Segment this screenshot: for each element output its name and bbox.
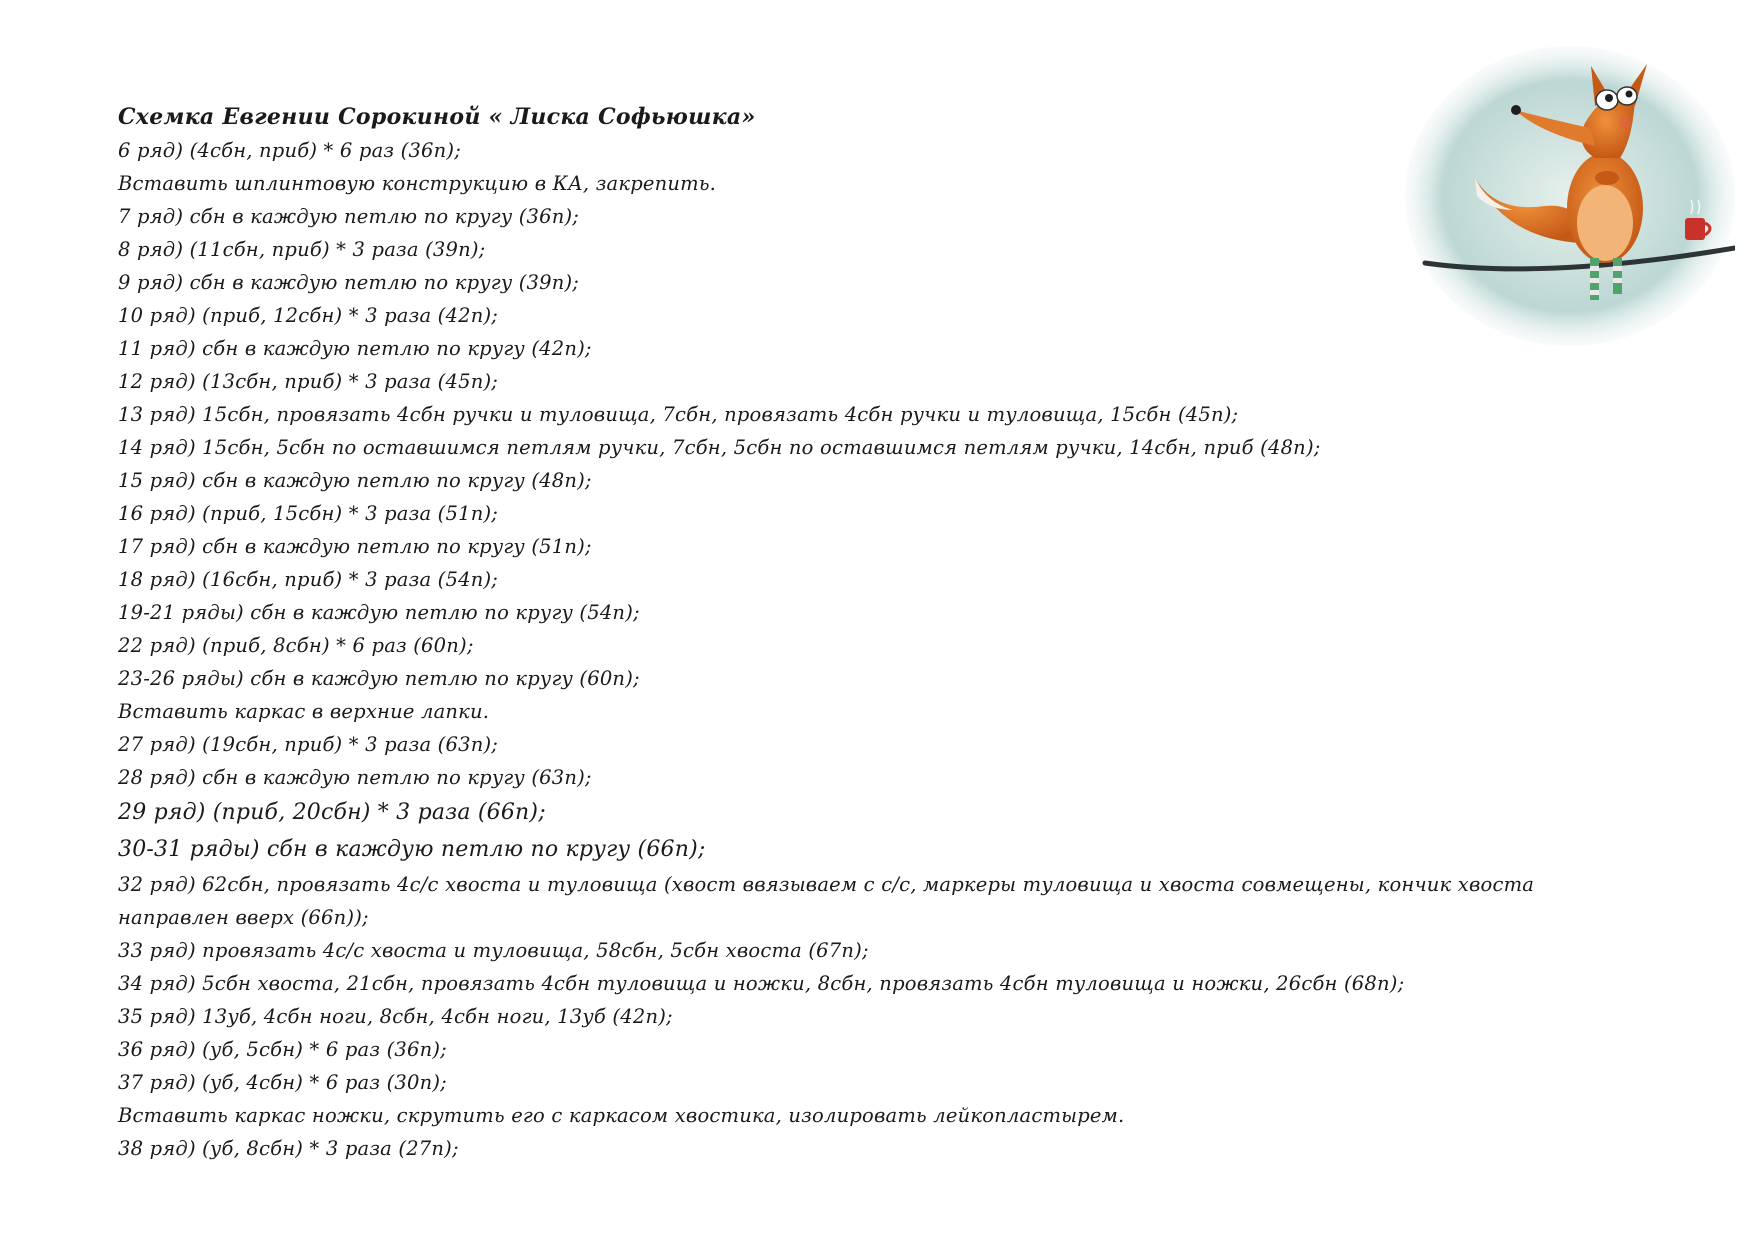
pattern-text — [118, 100, 1618, 1165]
fox-paws — [1595, 171, 1619, 185]
pattern-line: 17 ряд) сбн в каждую петлю по кругу (51п); — [118, 535, 592, 558]
pattern-line: 36 ряд) (уб, 5сбн) * 6 раз (36п); — [118, 1038, 447, 1061]
pattern-line: 15 ряд) сбн в каждую петлю по кругу (48п); — [118, 469, 592, 492]
pattern-line: 7 ряд) сбн в каждую петлю по кругу (36п); — [118, 205, 580, 228]
pattern-line: 9 ряд) сбн в каждую петлю по кругу (39п); — [118, 271, 580, 294]
pattern-line: Вставить каркас в верхние лапки. — [118, 700, 490, 723]
pattern-line: 11 ряд) сбн в каждую петлю по кругу (42п); — [118, 337, 592, 360]
pattern-line: 37 ряд) (уб, 4сбн) * 6 раз (30п); — [118, 1071, 447, 1094]
fox-leg-right — [1613, 258, 1622, 294]
pattern-line: 23-26 ряды) сбн в каждую петлю по кругу (60п); — [118, 667, 640, 690]
cup-icon — [1685, 218, 1705, 240]
pattern-line: 35 ряд) 13уб, 4сбн ноги, 8сбн, 4сбн ноги, 13уб (42п); — [118, 1005, 673, 1028]
pattern-line: 6 ряд) (4сбн, приб) * 6 раз (36п); — [118, 139, 462, 162]
pattern-line: 33 ряд) провязать 4с/с хвоста и туловища, 58сбн, 5сбн хвоста (67п); — [118, 939, 869, 962]
pattern-line: 29 ряд) (приб, 20сбн) * 3 раза (66п); — [118, 800, 546, 825]
pattern-line: 10 ряд) (приб, 12сбн) * 3 раза (42п); — [118, 304, 499, 327]
fox-belly — [1577, 185, 1633, 261]
pattern-line: 13 ряд) 15сбн, провязать 4сбн ручки и туловища, 7сбн, провязать 4сбн ручки и туловища, 15сбн (45п); — [118, 403, 1239, 426]
pattern-line: 19-21 ряды) сбн в каждую петлю по кругу (54п); — [118, 601, 640, 624]
fox-nose — [1511, 105, 1521, 115]
pattern-line: 27 ряд) (19сбн, приб) * 3 раза (63п); — [118, 733, 499, 756]
document-title: Схемка Евгении Сорокиной « Лиска Софьюшка» — [118, 104, 756, 130]
pattern-line: 8 ряд) (11сбн, приб) * 3 раза (39п); — [118, 238, 486, 261]
pattern-line: Вставить шплинтовую конструкцию в КА, закрепить. — [118, 172, 717, 195]
pattern-line: 30-31 ряды) сбн в каждую петлю по кругу (66п); — [118, 837, 706, 862]
fox-on-branch-illustration — [1395, 28, 1735, 348]
pattern-line: 12 ряд) (13сбн, приб) * 3 раза (45п); — [118, 370, 499, 393]
pattern-line: 14 ряд) 15сбн, 5сбн по оставшимся петлям ручки, 7сбн, 5сбн по оставшимся петлям ручки, 14сбн, приб (48п); — [118, 436, 1321, 459]
pattern-line: Вставить каркас ножки, скрутить его с каркасом хвостика, изолировать лейкопластырем. — [118, 1104, 1125, 1127]
pattern-line: 18 ряд) (16сбн, приб) * 3 раза (54п); — [118, 568, 499, 591]
pattern-line: 22 ряд) (приб, 8сбн) * 6 раз (60п); — [118, 634, 474, 657]
pattern-line: 38 ряд) (уб, 8сбн) * 3 раза (27п); — [118, 1137, 459, 1160]
pattern-line: 32 ряд) 62сбн, провязать 4с/с хвоста и туловища (хвост ввязываем с с/с, маркеры туловища и хвоста совмещены, кончик хвоста направлен вверх (66п)); — [118, 873, 1535, 929]
pattern-line: 28 ряд) сбн в каждую петлю по кругу (63п); — [118, 766, 592, 789]
pattern-line: 16 ряд) (приб, 15сбн) * 3 раза (51п); — [118, 502, 499, 525]
pattern-line: 34 ряд) 5сбн хвоста, 21сбн, провязать 4сбн туловища и ножки, 8сбн, провязать 4сбн туловища и ножки, 26сбн (68п); — [118, 972, 1405, 995]
